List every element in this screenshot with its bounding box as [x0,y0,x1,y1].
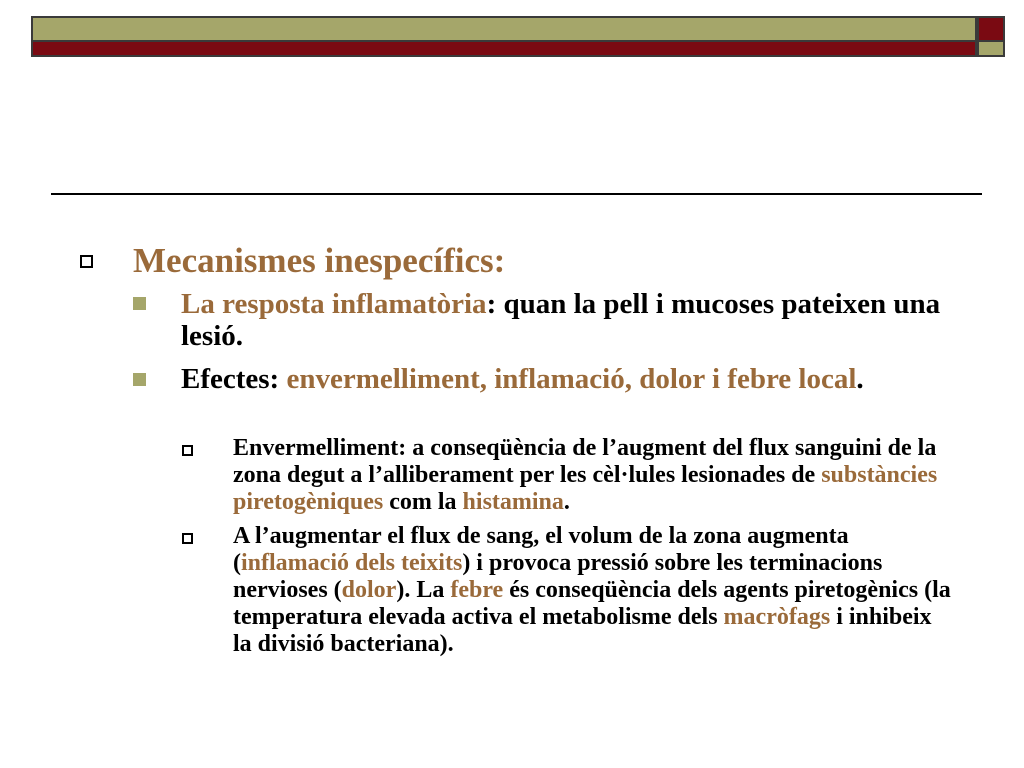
highlight-term: inflamació dels teixits [241,550,463,576]
filled-olive-square-bullet-icon [133,297,146,310]
bullet-text: ) i provoca pressió sobre les terminacions nervioses ( [233,550,883,603]
highlight-term: macròfags [723,604,831,630]
bullet-text: és conseqüència dels agents piretogènics (la temperatura elevada activa el metabolisme dels [233,577,951,630]
highlight-term: substàncies piretogèniques [233,462,938,515]
bullet-text: . [563,489,570,515]
bullet-effects [181,363,941,395]
bullet-text: : quan la pell i mucoses pateixen una lesió. [181,288,941,352]
heading-bullet: Mecanismes inespecífics: [133,241,506,280]
bullet-text: com la [383,489,463,515]
hollow-square-bullet-icon [182,445,193,456]
bullet-text: . [856,363,864,395]
bullet-text: A l’augmentar el flux de sang, el volum de la zona augmenta ( [233,523,849,576]
highlight-term: histamina [462,489,564,515]
highlight-term: dolor [341,577,397,603]
bullet-text: i inhibeix la divisió bacteriana). [233,604,932,657]
sub-bullet-swelling [233,523,953,658]
bullet-text: Efectes: [181,363,287,395]
sub-bullet-redness [233,435,953,516]
hollow-square-bullet-icon [80,255,93,268]
bullet-inflammatory-response [181,288,941,352]
highlight-term: febre [450,577,504,603]
bullet-text: Envermelliment: a conseqüència de l’augment del flux sanguini de la zona degut a l’alliberament per les cèl·lules lesionades de [233,435,937,488]
highlight-term: La resposta inflamatòria [181,288,487,320]
hollow-square-bullet-icon [182,533,193,544]
bullet-text: ). La [396,577,451,603]
highlight-term: envermelliment, inflamació, dolor i febre local [286,363,857,395]
filled-olive-square-bullet-icon [133,373,146,386]
